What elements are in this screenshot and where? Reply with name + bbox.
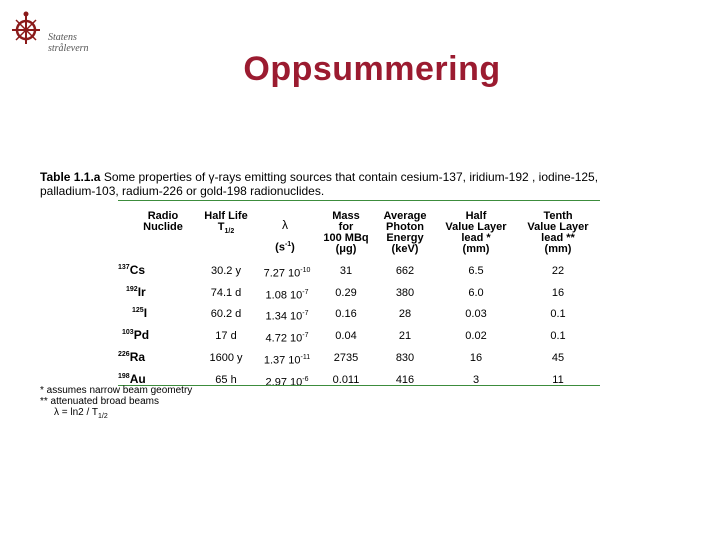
header-half-life xyxy=(196,211,256,237)
lambda-cell: 1.37 $10^{-11}$ xyxy=(263,354,311,367)
formula-subscript: 1/2 xyxy=(98,413,108,420)
slide-title-text: Oppsummering xyxy=(243,50,501,88)
nuclide-mass-number: 137 xyxy=(118,264,130,271)
energy-cell: 380 xyxy=(395,287,415,299)
nuclide-cell xyxy=(118,263,178,277)
nuclide-symbol: Ra xyxy=(129,350,146,364)
mass-cell: 0.04 xyxy=(335,330,357,342)
half-life-cell: 30.2 y xyxy=(211,265,241,277)
header-mass xyxy=(316,211,376,255)
logo-line1: Statens xyxy=(48,32,77,43)
tvl-cell: 16 xyxy=(551,287,565,299)
nuclide-mass-number: 198 xyxy=(118,373,130,380)
nuclide-symbol: Ir xyxy=(137,285,146,299)
header-half-life-line2: $T_{1/2}$ xyxy=(217,221,235,236)
mass-cell: 0.011 xyxy=(332,374,360,386)
hvl-cell: 0.03 xyxy=(465,308,487,320)
tvl-cell: 0.1 xyxy=(550,308,566,320)
header-lambda-symbol: λ xyxy=(282,218,288,232)
half-life-cell: 17 d xyxy=(215,330,237,342)
lambda-cell: 7.27 $10^{-10}$ xyxy=(263,267,311,280)
header-hvl-line1: Half xyxy=(465,210,487,222)
mass-cell: 2735 xyxy=(333,352,359,364)
hvl-cell: 6.0 xyxy=(468,287,484,299)
header-tvl xyxy=(522,211,594,255)
hvl-cell: 6.5 xyxy=(468,265,484,277)
nuclide-symbol: Au xyxy=(129,372,146,386)
nuclide-cell xyxy=(118,306,192,320)
header-lambda-unit: $(s^{-1})$ xyxy=(275,241,295,254)
header-mass-line4: (μg) xyxy=(335,243,357,255)
caption-line2: palladium-103, radium-226 or gold-198 radionuclides. xyxy=(40,184,325,198)
nuclide-symbol: I xyxy=(143,306,148,320)
nuclide-mass-number: 125 xyxy=(132,307,144,314)
tvl-cell: 22 xyxy=(551,265,565,277)
tvl-cell: 11 xyxy=(552,374,564,386)
energy-cell: 28 xyxy=(398,308,412,320)
nuclide-mass-number: 226 xyxy=(118,351,130,358)
header-lambda xyxy=(262,211,308,254)
header-half-life-line1: Half Life xyxy=(204,210,248,222)
header-energy-line2: Photon xyxy=(386,221,424,233)
half-life-cell: 60.2 d xyxy=(210,308,242,320)
energy-cell: 830 xyxy=(395,352,415,364)
caption-label: Table 1.1.a xyxy=(40,170,101,184)
energy-cell: 416 xyxy=(395,374,415,386)
footnote-formula xyxy=(54,408,108,422)
footnote-2: ** attenuated broad beams xyxy=(40,396,159,407)
header-mass-line1: Mass xyxy=(332,210,360,222)
header-energy-line4: (keV) xyxy=(391,243,419,255)
half-life-cell: 65 h xyxy=(215,374,237,386)
nuclide-cell xyxy=(118,328,182,342)
lambda-cell: 4.72 $10^{-7}$ xyxy=(265,332,309,345)
header-tvl-line3: lead ** xyxy=(541,232,575,244)
header-tvl-line4: (mm) xyxy=(544,243,572,255)
table-top-rule xyxy=(118,200,600,201)
energy-cell: 662 xyxy=(395,265,415,277)
nuclide-cell xyxy=(118,285,186,299)
tvl-cell: 45 xyxy=(551,352,565,364)
caption-text: Some properties of γ-rays emitting sources that contain cesium-137, iridium-192 , iodine-125, xyxy=(100,170,599,184)
tvl-cell: 0.1 xyxy=(550,330,566,342)
header-tvl-line2: Value Layer xyxy=(527,221,589,233)
nuclide-cell xyxy=(118,350,178,364)
header-nuclide-line1: Radio xyxy=(147,210,179,222)
lambda-cell: 2.97 $10^{-6}$ xyxy=(265,376,309,389)
energy-cell: 21 xyxy=(398,330,412,342)
hvl-cell: 16 xyxy=(469,352,483,364)
nuclide-mass-number: 192 xyxy=(126,286,138,293)
header-hvl-line3: lead * xyxy=(461,232,491,244)
hvl-cell: 3 xyxy=(472,374,480,386)
logo-line2: strålevern xyxy=(48,43,89,54)
formula-text: λ = ln2 / T xyxy=(54,407,99,418)
slide-title xyxy=(0,50,720,89)
header-hvl-line2: Value Layer xyxy=(445,221,507,233)
mass-cell: 0.16 xyxy=(335,308,357,320)
header-mass-line3: 100 MBq xyxy=(323,232,369,244)
mass-cell: 0.29 xyxy=(335,287,357,299)
half-life-cell: 1600 y xyxy=(209,352,243,364)
hvl-cell: 0.02 xyxy=(465,330,487,342)
header-tvl-line1: Tenth xyxy=(543,210,573,222)
header-mass-line2: for xyxy=(338,221,354,233)
footnote-1: * assumes narrow beam geometry xyxy=(40,385,193,396)
nuclide-symbol: Pd xyxy=(133,328,150,342)
header-energy-line1: Average xyxy=(383,210,427,222)
header-energy-line3: Energy xyxy=(386,232,424,244)
mass-cell: 31 xyxy=(339,265,353,277)
header-hvl xyxy=(440,211,512,255)
header-hvl-line4: (mm) xyxy=(462,243,490,255)
nuclide-mass-number: 103 xyxy=(122,329,134,336)
header-nuclide-line2: Nuclide xyxy=(143,221,183,233)
nuclide-symbol: Cs xyxy=(129,263,146,277)
sun-logo-icon xyxy=(8,8,44,48)
nuclide-cell xyxy=(118,372,178,386)
lambda-cell: 1.08 $10^{-7}$ xyxy=(265,289,309,302)
table-caption xyxy=(40,170,680,198)
header-energy xyxy=(376,211,434,255)
half-life-cell: 74.1 d xyxy=(210,287,242,299)
header-nuclide xyxy=(132,211,194,233)
lambda-cell: 1.34 $10^{-7}$ xyxy=(265,310,309,323)
